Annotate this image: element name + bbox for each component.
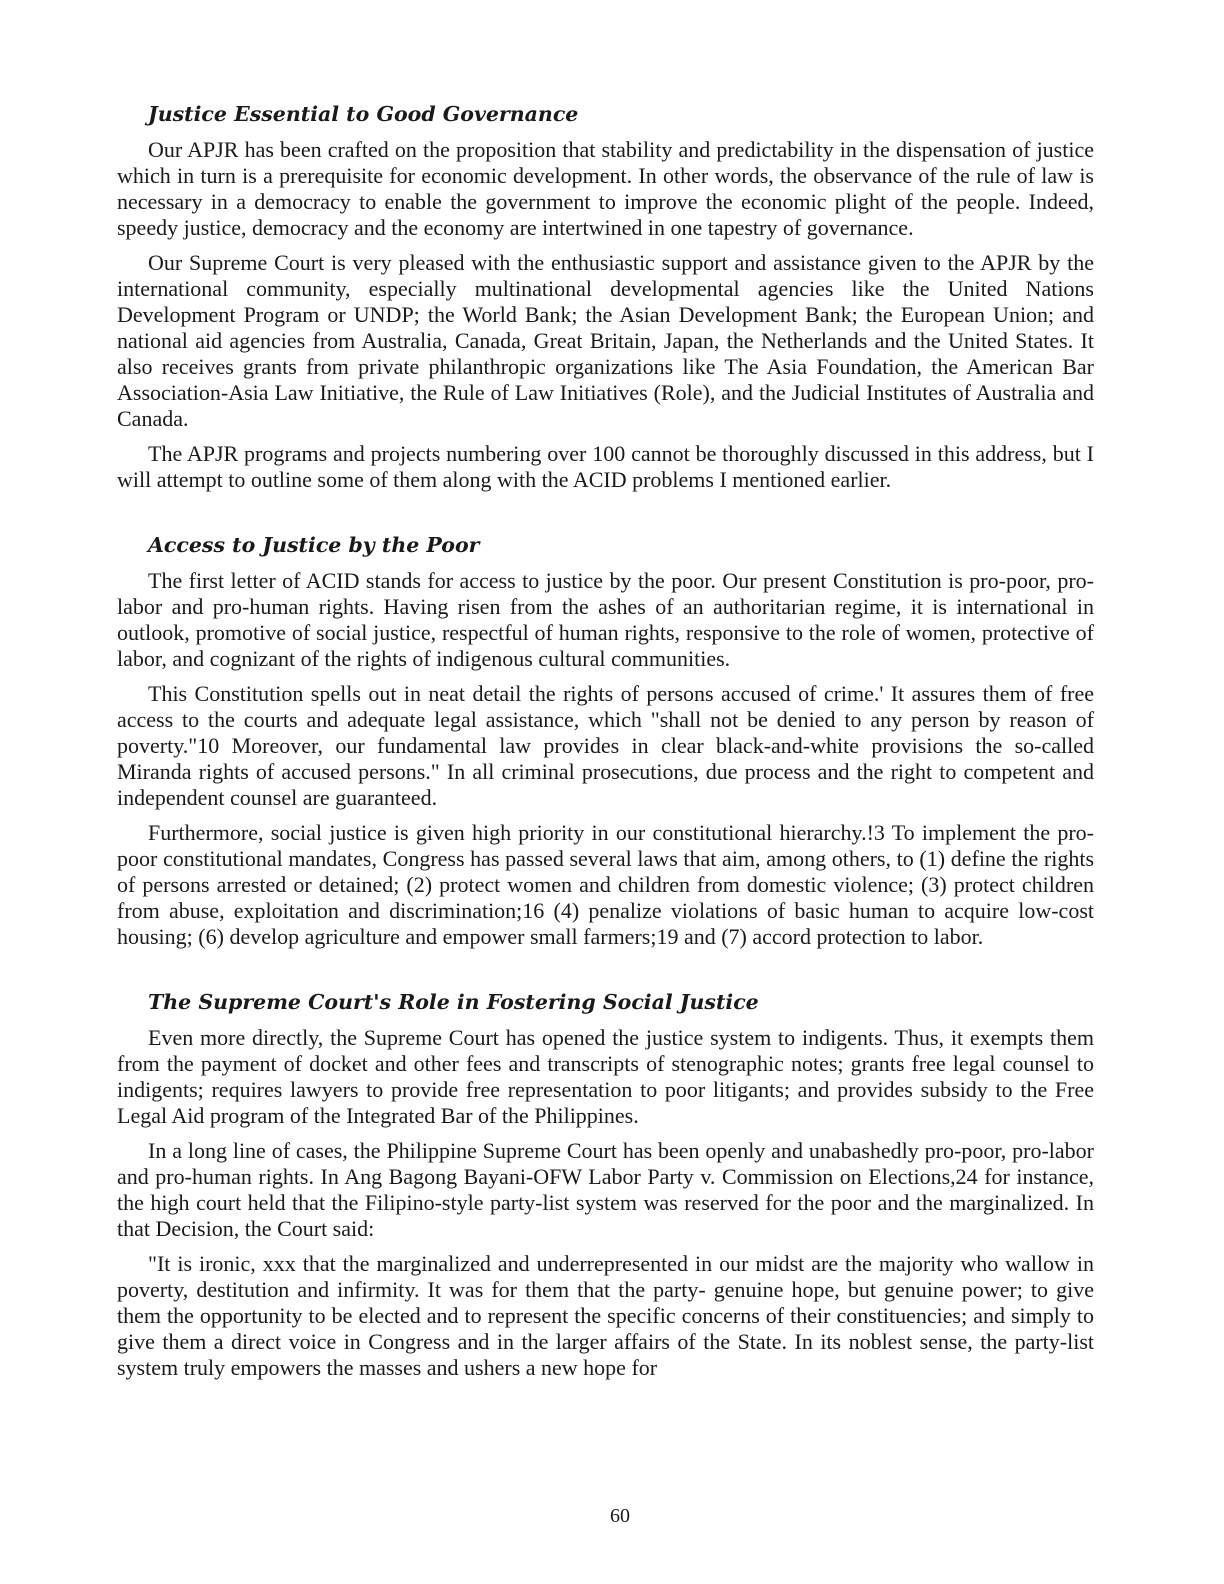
paragraph: The APJR programs and projects numbering over 100 cannot be thoroughly discussed in this address, but I will attempt to outline some of them along with the ACID problems I mentioned earlier.	[117, 441, 1094, 492]
paragraph: In a long line of cases, the Philippine Supreme Court has been openly and unabashedly pro-poor, pro-labor and pro-human rights. In Ang Bagong Bayani-OFW Labor Party v. Commission on Elections,24 for instance, the high court held that the Filipino-style party-list system was reserved for the poor and the marginalized. In that Decision, the Court said:	[117, 1138, 1094, 1241]
paragraph: Even more directly, the Supreme Court has opened the justice system to indigents. Thus, it exempts them from the payment of docket and other fees and transcripts of stenographic notes; grants free legal counsel to indigents; requires lawyers to provide free representation to poor litigants; and provides subsidy to the Free Legal Aid program of the Integrated Bar of the Philippines.	[117, 1025, 1094, 1128]
paragraph: Our APJR has been crafted on the proposition that stability and predictability in the dispensation of justice which in turn is a prerequisite for economic development. In other words, the observance of the rule of law is necessary in a democracy to enable the government to improve the economic plight of the people. Indeed, speedy justice, democracy and the economy are intertwined in one tapestry of governance.	[117, 137, 1094, 240]
section-good-governance	[117, 100, 1094, 493]
section-heading: Justice Essential to Good Governance	[148, 102, 579, 126]
paragraph: This Constitution spells out in neat detail the rights of persons accused of crime.' It assures them of free access to the courts and adequate legal assistance, which "shall not be denied to any person by reason of poverty."10 Moreover, our fundamental law provides in clear black-and-white provisions the so-called Miranda rights of accused persons." In all criminal prosecutions, due process and the right to competent and independent counsel are guaranteed.	[117, 681, 1094, 810]
paragraph: Furthermore, social justice is given high priority in our constitutional hierarchy.!3 To implement the pro-poor constitutional mandates, Congress has passed several laws that aim, among others, to (1) define the rights of persons arrested or detained; (2) protect women and children from domestic violence; (3) protect children from abuse, exploitation and discrimination;16 (4) penalize violations of basic human to acquire low-cost housing; (6) develop agriculture and empower small farmers;19 and (7) accord protection to labor.	[117, 820, 1094, 949]
page-content	[117, 100, 1094, 1390]
section-heading: Access to Justice by the Poor	[148, 533, 480, 557]
section-supreme-court-role	[117, 988, 1094, 1381]
paragraph: "It is ironic, xxx that the marginalized and underrepresented in our midst are the majority who wallow in poverty, destitution and infirmity. It was for them that the party- genuine hope, but genuine power; to give them the opportunity to be elected and to represent the specific concerns of their constituencies; and simply to give them a direct voice in Congress and in the larger affairs of the State. In its noblest sense, the party-list system truly empowers the masses and ushers a new hope for	[117, 1251, 1094, 1380]
page-number: 60	[610, 1505, 630, 1527]
section-heading: The Supreme Court's Role in Fostering Social Justice	[148, 990, 759, 1014]
section-access-to-justice	[117, 531, 1094, 950]
paragraph: The first letter of ACID stands for access to justice by the poor. Our present Constitution is pro-poor, pro-labor and pro-human rights. Having risen from the ashes of an authoritarian regime, it is international in outlook, promotive of social justice, respectful of human rights, responsive to the role of women, protective of labor, and cognizant of the rights of indigenous cultural communities.	[117, 568, 1094, 671]
paragraph: Our Supreme Court is very pleased with the enthusiastic support and assistance given to the APJR by the international community, especially multinational developmental agencies like the United Nations Development Program or UNDP; the World Bank; the Asian Development Bank; the European Union; and national aid agencies from Australia, Canada, Great Britain, Japan, the Netherlands and the United States. It also receives grants from private philanthropic organizations like The Asia Foundation, the American Bar Association-Asia Law Initiative, the Rule of Law Initiatives (Role), and the Judicial Institutes of Australia and Canada.	[117, 250, 1094, 431]
